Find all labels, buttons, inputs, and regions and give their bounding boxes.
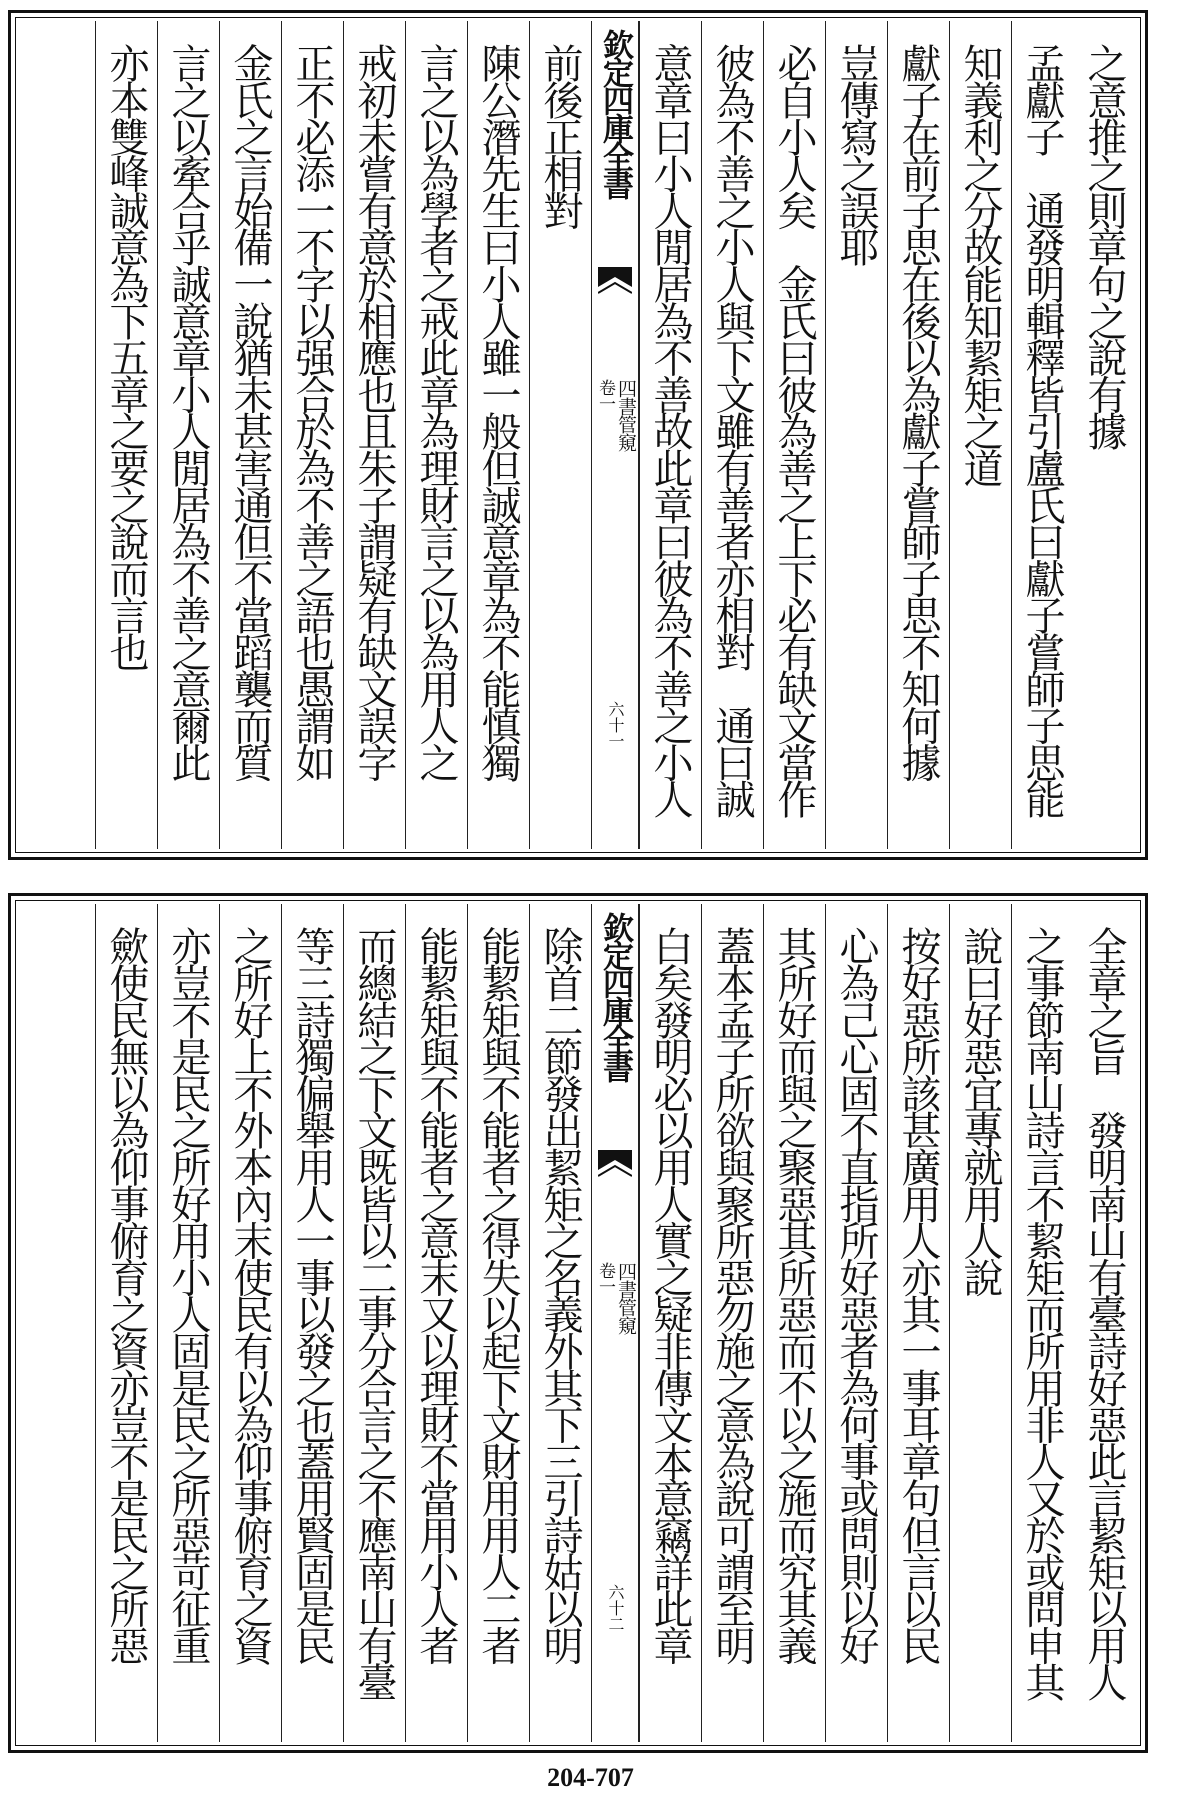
column-text: 歛使民無以為仰事俯育之資亦豈不是民之所惡 xyxy=(103,926,149,1663)
column-text: 之所好上不外本內末使民有以為仰事俯育之資 xyxy=(227,926,273,1663)
column-text: 豈傳寫之誤耶 xyxy=(833,43,879,264)
text-column xyxy=(529,21,591,849)
column-text: 金氏之言始備一說猶未甚害通但不當蹈襲而質 xyxy=(227,43,273,780)
text-column xyxy=(95,904,157,1742)
text-column xyxy=(949,904,1011,1742)
text-column xyxy=(1011,21,1073,849)
book-title: 四書管窺 xyxy=(615,379,637,451)
column-text: 之事節南山詩言不絜矩而所用非人又於或問申其 xyxy=(1019,926,1065,1699)
text-column xyxy=(343,904,405,1742)
column-text: 能絜矩與不能者之得失以起下文財用用人二者 xyxy=(475,926,521,1663)
text-column xyxy=(1073,21,1135,849)
column-text: 戒初未嘗有意於相應也且朱子謂疑有缺文誤字 xyxy=(351,43,397,780)
column-text: 言之以為學者之戒此章為理財言之以為用人之 xyxy=(413,43,459,780)
column-text: 心為己心固不直指所好惡者為何事或問則以好 xyxy=(833,926,879,1663)
text-column xyxy=(701,904,763,1742)
text-column xyxy=(95,21,157,849)
column-text: 意章曰小人閒居為不善故此章曰彼為不善之小人 xyxy=(647,43,693,816)
text-column xyxy=(763,904,825,1742)
text-column xyxy=(1073,904,1135,1742)
column-text: 按好惡所該甚廣用人亦其一事耳章句但言以民 xyxy=(895,926,941,1663)
column-text: 其所好而與之聚惡其所惡而不以之施而究其義 xyxy=(771,926,817,1663)
column-text: 說曰好惡宜專就用人說 xyxy=(957,926,1003,1295)
text-column xyxy=(825,904,887,1742)
column-text: 等三詩獨偏舉用人一事以發之也蓋用賢固是民 xyxy=(289,926,335,1663)
column-text: 亦豈不是民之所好用小人固是民之所惡苛征重 xyxy=(165,926,211,1663)
text-column xyxy=(219,21,281,849)
running-title: 欽定四庫全書 xyxy=(597,29,633,197)
page-footer-number: 204-707 xyxy=(547,1763,634,1792)
text-column xyxy=(825,21,887,849)
column-text: 前後正相對 xyxy=(537,43,583,228)
text-column xyxy=(281,21,343,849)
text-column xyxy=(701,21,763,849)
column-text: 蓋本孟子所欲與聚所惡勿施之意為說可謂至明 xyxy=(709,926,755,1663)
column-text: 言之以牽合乎誠意章小人閒居為不善之意爾此 xyxy=(165,43,211,780)
column-text: 全章之旨 發明南山有臺詩好惡此言絜矩以用人 xyxy=(1081,926,1127,1699)
text-column xyxy=(281,904,343,1742)
volume-label: 卷一 xyxy=(595,1262,615,1294)
column-text: 而總結之下文既皆以二事分合言之不應南山有臺 xyxy=(351,926,397,1699)
text-column xyxy=(157,904,219,1742)
center-fold xyxy=(591,21,639,849)
column-text: 正不必添一不字以强合於為不善之語也愚謂如 xyxy=(289,43,335,780)
page-number: 六十一 xyxy=(606,701,625,749)
text-column xyxy=(405,904,467,1742)
text-column xyxy=(949,21,1011,849)
column-text: 獻子在前子思在後以為獻子嘗師子思不知何據 xyxy=(895,43,941,780)
column-text: 能絜矩與不能者之意末又以理財不當用小人者 xyxy=(413,926,459,1663)
text-column xyxy=(887,21,949,849)
column-text: 孟獻子 通發明輯釋皆引盧氏曰獻子嘗師子思能 xyxy=(1019,43,1065,816)
text-column xyxy=(467,904,529,1742)
page-number: 六十二 xyxy=(606,1584,625,1632)
column-text: 亦本雙峰誠意為下五章之要之說而言也 xyxy=(103,43,149,669)
text-column xyxy=(639,21,701,849)
column-text: 必自小人矣 金氏曰彼為善之上下必有缺文當作 xyxy=(771,43,817,816)
volume-label: 卷一 xyxy=(595,379,615,411)
top-page xyxy=(8,10,1148,860)
running-title: 欽定四庫全書 xyxy=(597,912,633,1080)
column-text: 知義利之分故能知絜矩之道 xyxy=(957,43,1003,485)
text-column xyxy=(639,904,701,1742)
text-column xyxy=(1011,904,1073,1742)
column-text: 除首二節發出絜矩之名義外其下三引詩姑以明 xyxy=(537,926,583,1663)
fish-tail-icon xyxy=(598,1150,632,1178)
text-column xyxy=(763,21,825,849)
text-column xyxy=(887,904,949,1742)
bottom-page xyxy=(8,893,1148,1753)
column-text: 白矣發明必以用人實之疑非傳文本意竊詳此章 xyxy=(647,926,693,1663)
text-column xyxy=(529,904,591,1742)
column-text: 彼為不善之小人與下文雖有善者亦相對 通曰誠 xyxy=(709,43,755,816)
text-column xyxy=(157,21,219,849)
center-fold xyxy=(591,904,639,1742)
column-text: 之意推之則章句之說有據 xyxy=(1081,43,1127,448)
text-column xyxy=(467,21,529,849)
text-column xyxy=(219,904,281,1742)
book-title: 四書管窺 xyxy=(615,1262,637,1334)
fish-tail-icon xyxy=(598,267,632,295)
text-column xyxy=(405,21,467,849)
text-column xyxy=(343,21,405,849)
column-text: 陳公潛先生曰小人雖一般但誠意章為不能慎獨 xyxy=(475,43,521,780)
